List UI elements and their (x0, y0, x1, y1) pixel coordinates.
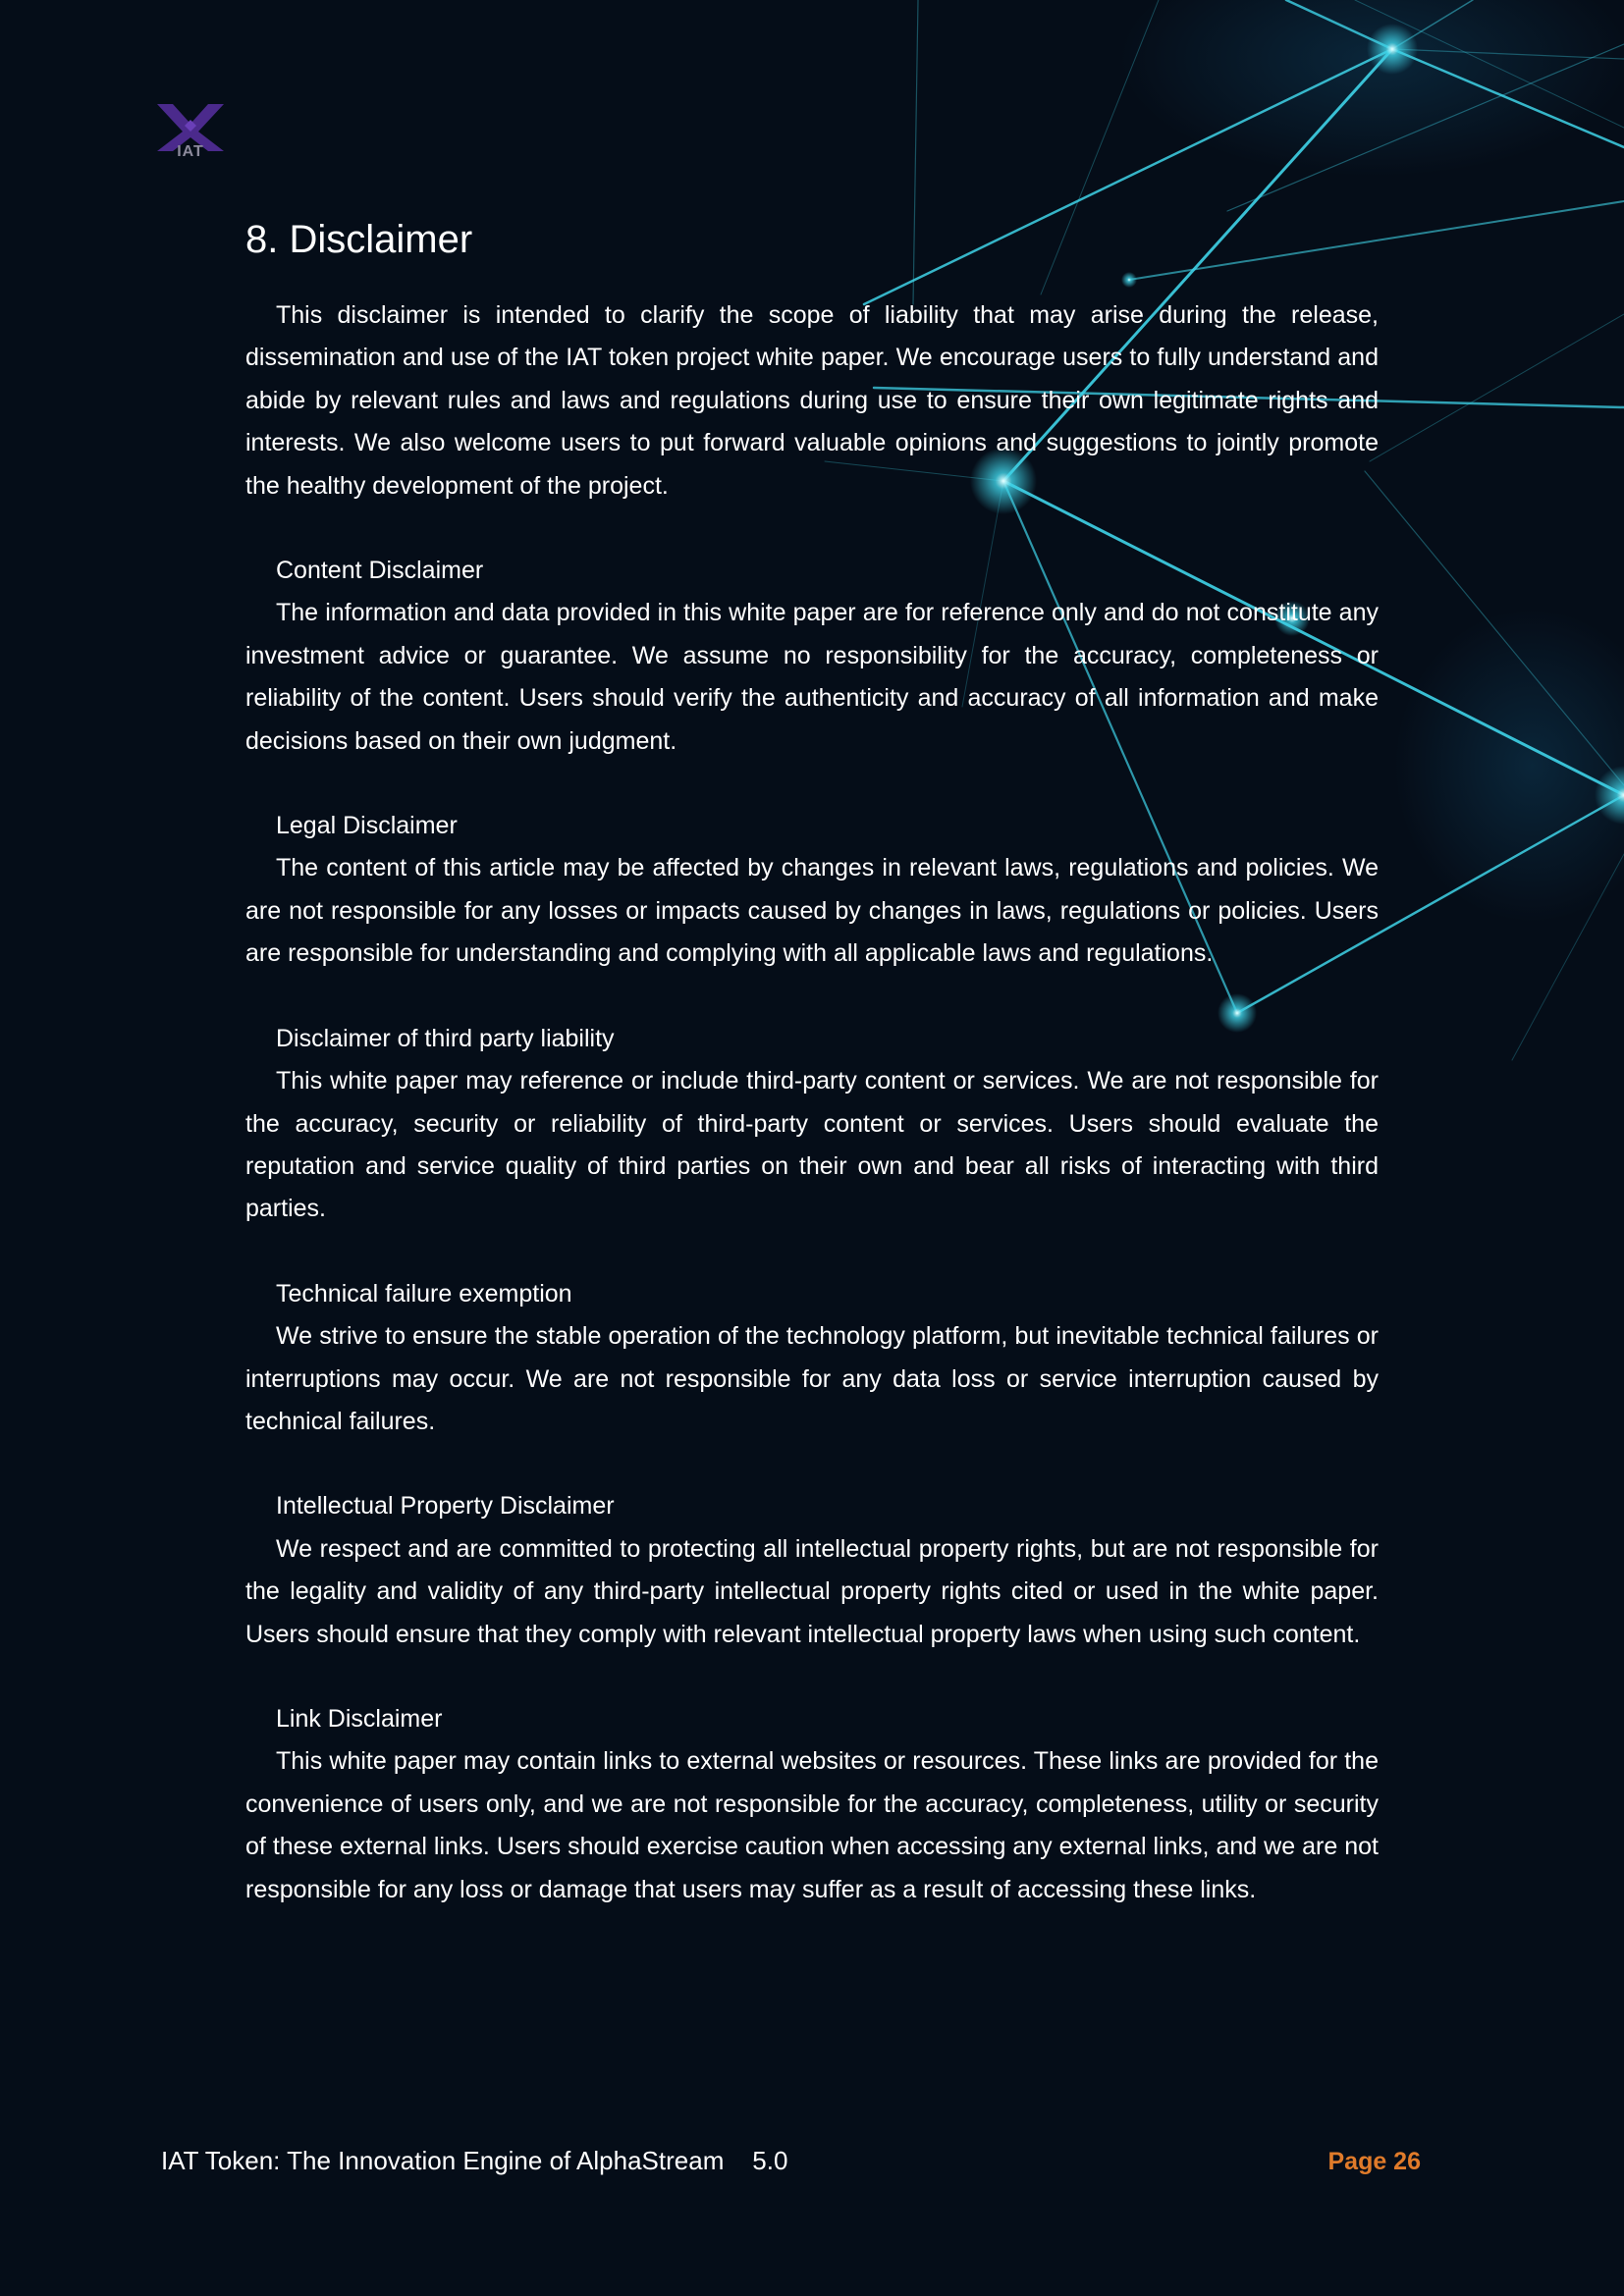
logo-text: IAT (177, 143, 204, 160)
footer-title: IAT Token: The Innovation Engine of AlphaStream (161, 2146, 725, 2175)
footer-doc-title (161, 2146, 787, 2176)
section-body: This white paper may contain links to external websites or resources. These links are provided for the convenience of users only, and we are not responsible for the accuracy, completeness, utility or security of these external links. Users should exercise caution when accessing any external links, and we are not responsible for any loss or damage that users may suffer as a result of accessing these links. (245, 1747, 1379, 1903)
section-heading: Intellectual Property Disclaimer (276, 1492, 615, 1521)
section-heading: Link Disclaimer (276, 1704, 443, 1733)
section-technical-failure (245, 1273, 1379, 1444)
section-heading: Legal Disclaimer (276, 812, 458, 840)
section-body: We respect and are committed to protecting all intellectual property rights, but are not responsible for the legality and validity of any third-party intellectual property rights cited or used in the white paper. Users should ensure that they comply with relevant intellectual property laws when using such content. (245, 1534, 1379, 1648)
section-body: This white paper may reference or include third-party content or services. We are not responsible for the accuracy, security or reliability of third-party content or services. Users should evaluate the reputation and service quality of third parties on their own and bear all risks of interacting with third parties. (245, 1067, 1379, 1223)
section-legal-disclaimer (245, 805, 1379, 976)
section-third-party-liability (245, 1018, 1379, 1231)
document-content (245, 210, 1379, 1911)
page-title: 8. Disclaimer (245, 218, 473, 261)
footer-version: 5.0 (752, 2146, 788, 2175)
section-body: The information and data provided in this white paper are for reference only and do not constitute any investment advice or guarantee. We assume no responsibility for the accuracy, completeness or reliability of the content. Users should verify the authenticity and accuracy of all information and make decisions based on their own judgment. (245, 599, 1379, 755)
section-body: We strive to ensure the stable operation of the technology platform, but inevitable technical failures or interruptions may occur. We are not responsible for any data loss or service interruption caused by technical failures. (245, 1322, 1379, 1435)
section-heading: Content Disclaimer (276, 557, 484, 585)
section-content-disclaimer (245, 550, 1379, 763)
section-intellectual-property (245, 1485, 1379, 1656)
section-heading: Technical failure exemption (276, 1279, 572, 1308)
section-body: The content of this article may be affected by changes in relevant laws, regulations and policies. We are not responsible for any losses or impacts caused by changes in laws, regulations or policies. Users are responsible for understanding and complying with all applicable laws and regulations. (245, 854, 1379, 968)
section-heading: Disclaimer of third party liability (276, 1024, 615, 1052)
page-number: Page 26 (1327, 2148, 1421, 2175)
intro-paragraph: This disclaimer is intended to clarify the scope of liability that may arise during the release, dissemination and use of the IAT token project white paper. We encourage users to fully understand and abide by relevant rules and laws and regulations during use to ensure their own legitimate rights and interests. We also welcome users to put forward valuable opinions and suggestions to jointly promote the healthy development of the project. (245, 301, 1379, 500)
section-link-disclaimer (245, 1698, 1379, 1911)
